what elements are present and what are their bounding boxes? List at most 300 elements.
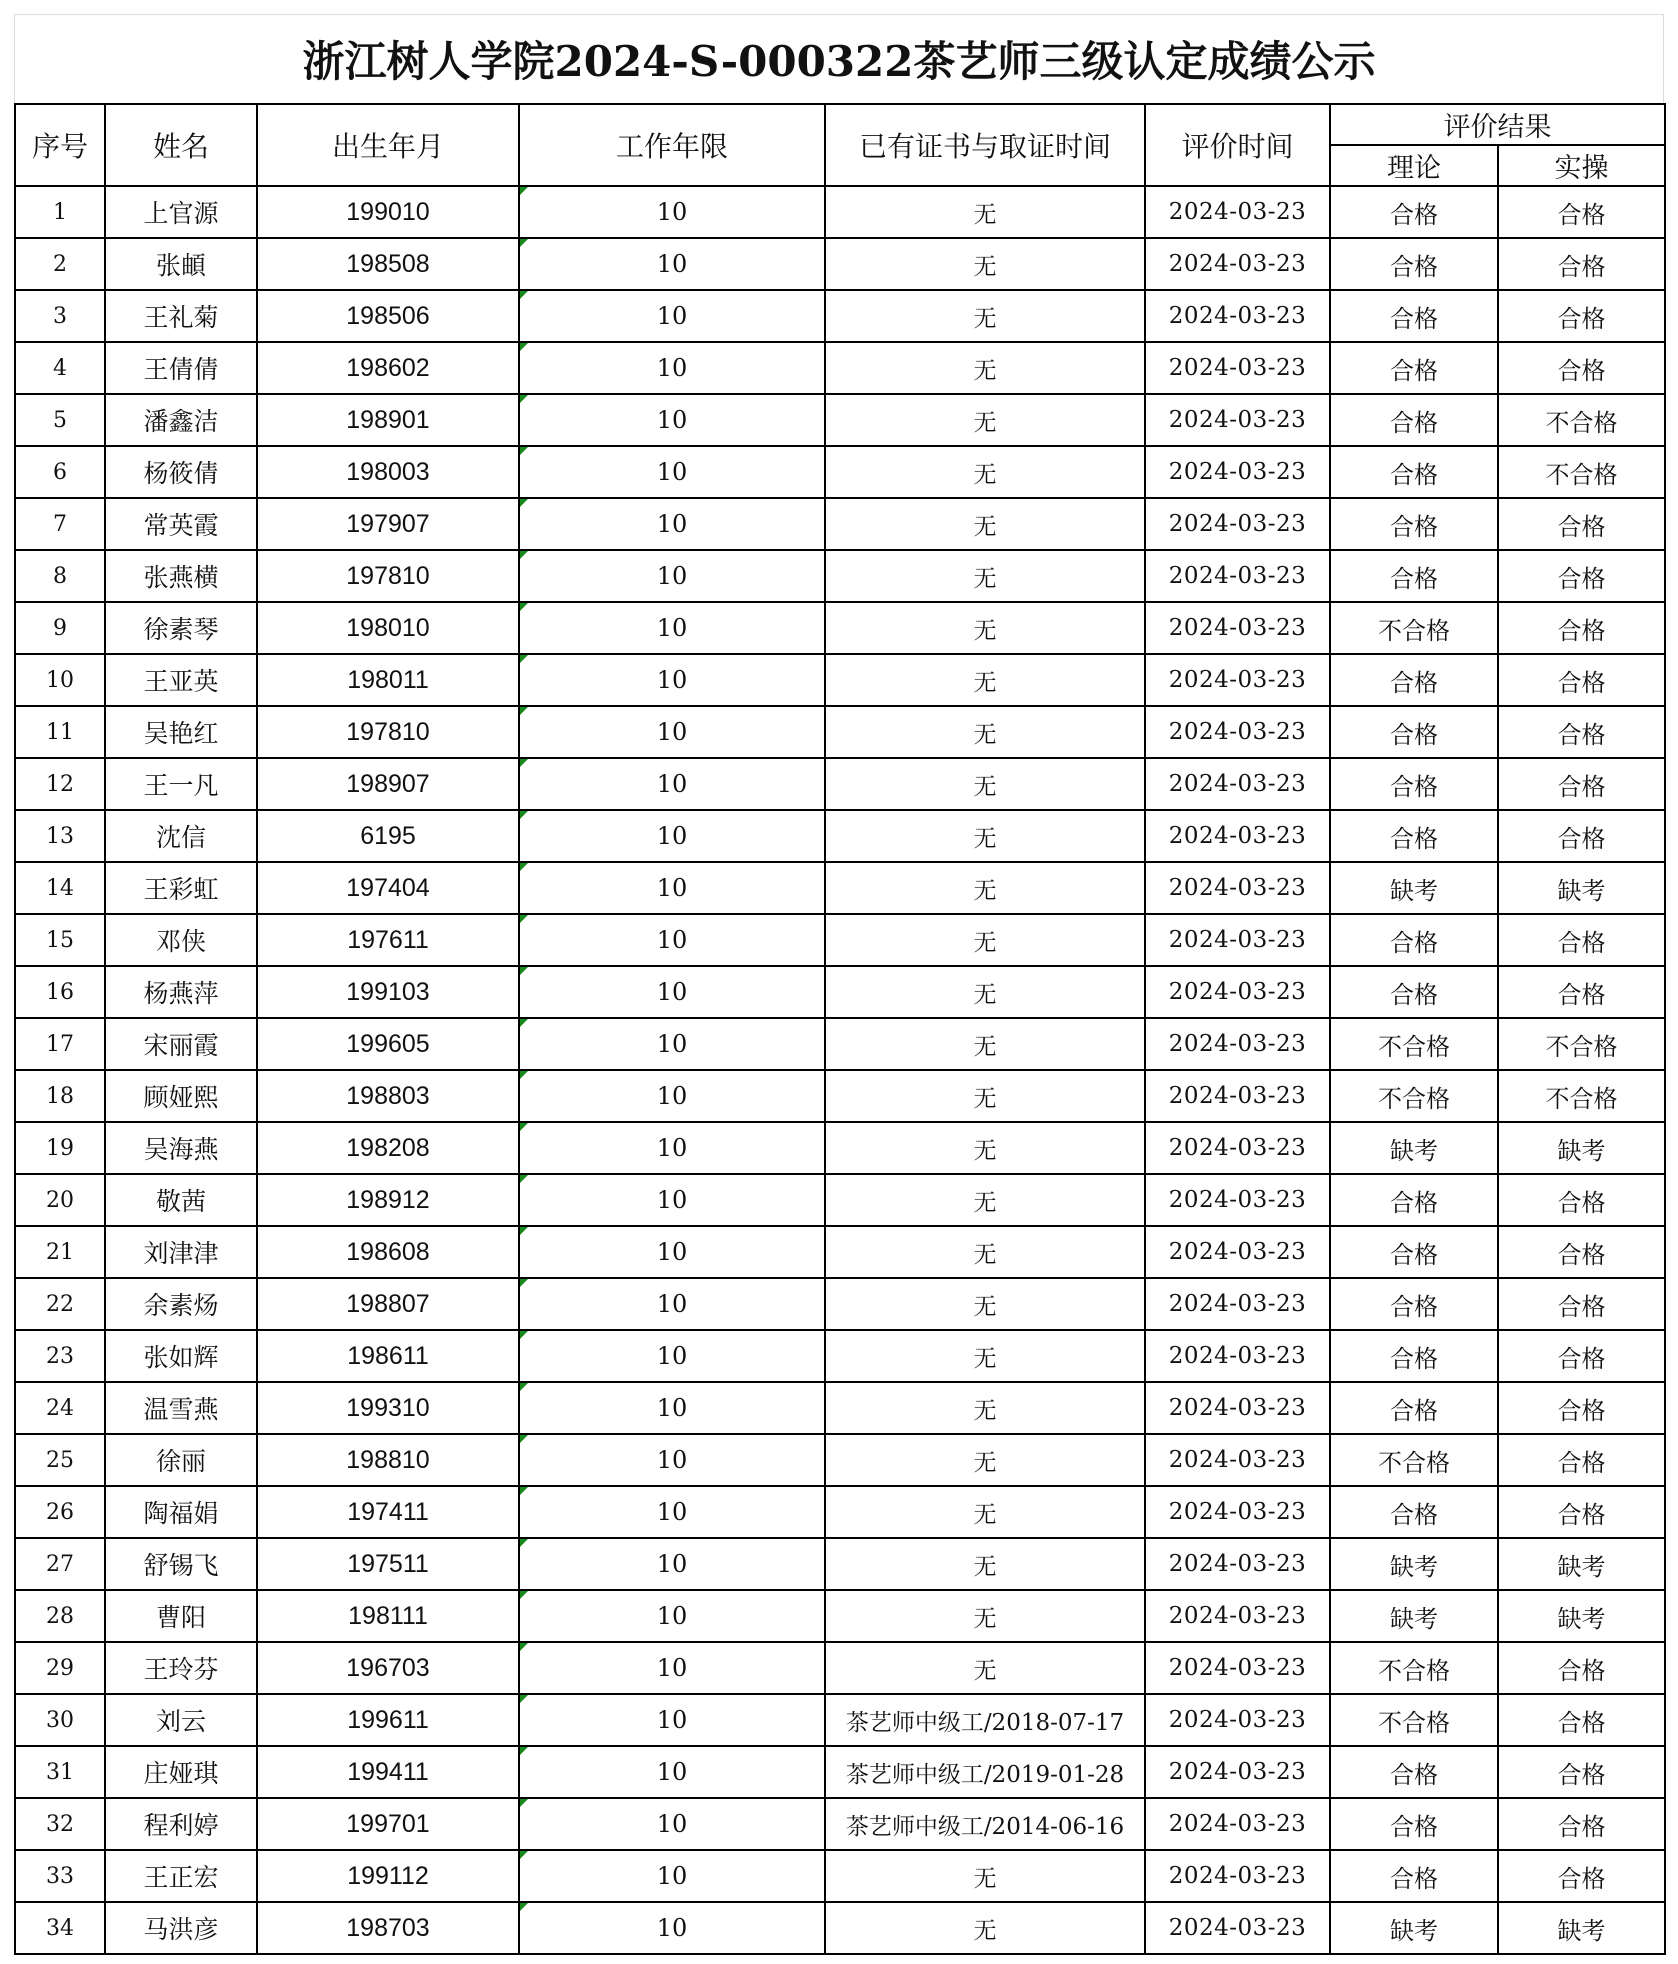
cell-practice: 不合格: [1498, 1070, 1665, 1122]
cell-indicator-icon: [520, 187, 528, 195]
cell-eval-date: 2024-03-23: [1145, 1018, 1330, 1070]
table-row: [15, 342, 1665, 394]
cell-practice: 不合格: [1498, 1018, 1665, 1070]
cell-years: [519, 1382, 825, 1434]
cell-theory: 缺考: [1330, 862, 1498, 914]
cell-practice: 合格: [1498, 1174, 1665, 1226]
cell-indicator-icon: [520, 1123, 528, 1131]
table-row: [15, 1642, 1665, 1694]
cell-years-value: 10: [656, 1238, 688, 1266]
cell-index: 14: [15, 862, 105, 914]
cell-cert: 无: [825, 1382, 1145, 1434]
cell-birth: 199605: [257, 1018, 519, 1070]
cell-eval-date: 2024-03-23: [1145, 1642, 1330, 1694]
cell-birth: 198208: [257, 1122, 519, 1174]
cell-cert: 无: [825, 1486, 1145, 1538]
cell-name: 杨燕萍: [105, 966, 257, 1018]
cell-eval-date: 2024-03-23: [1145, 1070, 1330, 1122]
cell-indicator-icon: [520, 1435, 528, 1443]
cell-theory: 不合格: [1330, 1642, 1498, 1694]
header-birth: 出生年月: [257, 104, 519, 186]
cell-index: 29: [15, 1642, 105, 1694]
cell-years-value: 10: [656, 1706, 688, 1734]
table-row: [15, 238, 1665, 290]
cell-indicator-icon: [520, 343, 528, 351]
cell-years-value: 10: [656, 822, 688, 850]
cell-theory: 合格: [1330, 1382, 1498, 1434]
cell-birth: 199010: [257, 186, 519, 238]
cell-indicator-icon: [520, 239, 528, 247]
cell-years-value: 10: [656, 1810, 688, 1838]
cell-index: 5: [15, 394, 105, 446]
cell-indicator-icon: [520, 1019, 528, 1027]
cell-eval-date: 2024-03-23: [1145, 1226, 1330, 1278]
cell-years: [519, 1746, 825, 1798]
cell-indicator-icon: [520, 967, 528, 975]
cell-indicator-icon: [520, 1487, 528, 1495]
cell-cert: 无: [825, 1122, 1145, 1174]
cell-eval-date: 2024-03-23: [1145, 1330, 1330, 1382]
cell-name: 宋丽霞: [105, 1018, 257, 1070]
cell-indicator-icon: [520, 863, 528, 871]
cell-theory: 缺考: [1330, 1590, 1498, 1642]
cell-eval-date: 2024-03-23: [1145, 1850, 1330, 1902]
cell-years: [519, 758, 825, 810]
cell-years: [519, 862, 825, 914]
cell-cert: 无: [825, 810, 1145, 862]
table-row: [15, 1590, 1665, 1642]
cell-birth: 197411: [257, 1486, 519, 1538]
cell-name: 程利婷: [105, 1798, 257, 1850]
cell-practice: 合格: [1498, 1226, 1665, 1278]
cell-indicator-icon: [520, 395, 528, 403]
header-eval-time: 评价时间: [1145, 104, 1330, 186]
table-row: [15, 602, 1665, 654]
table-body: [15, 186, 1665, 1954]
cell-cert: 无: [825, 1070, 1145, 1122]
cell-cert: 无: [825, 550, 1145, 602]
cell-index: 19: [15, 1122, 105, 1174]
cell-theory: 合格: [1330, 290, 1498, 342]
cell-birth: 198011: [257, 654, 519, 706]
cell-years: [519, 498, 825, 550]
cell-indicator-icon: [520, 1695, 528, 1703]
cell-years-value: 10: [656, 250, 688, 278]
cell-practice: 合格: [1498, 706, 1665, 758]
cell-practice: 合格: [1498, 1278, 1665, 1330]
cell-index: 9: [15, 602, 105, 654]
cell-years-value: 10: [656, 198, 688, 226]
cell-practice: 合格: [1498, 1746, 1665, 1798]
cell-eval-date: 2024-03-23: [1145, 602, 1330, 654]
cell-theory: 合格: [1330, 498, 1498, 550]
cell-index: 25: [15, 1434, 105, 1486]
cell-years-value: 10: [656, 1030, 688, 1058]
cell-years: [519, 1694, 825, 1746]
cell-birth: 198807: [257, 1278, 519, 1330]
cell-birth: 197810: [257, 550, 519, 602]
cell-cert: 无: [825, 602, 1145, 654]
cell-index: 18: [15, 1070, 105, 1122]
cell-years-value: 10: [656, 1602, 688, 1630]
cell-eval-date: 2024-03-23: [1145, 1694, 1330, 1746]
table-row: [15, 1902, 1665, 1954]
cell-index: 1: [15, 186, 105, 238]
cell-name: 潘鑫洁: [105, 394, 257, 446]
cell-eval-date: 2024-03-23: [1145, 1798, 1330, 1850]
cell-birth: 198907: [257, 758, 519, 810]
table-row: [15, 654, 1665, 706]
cell-cert: 无: [825, 186, 1145, 238]
cell-birth: 196703: [257, 1642, 519, 1694]
cell-cert: 无: [825, 290, 1145, 342]
cell-years-value: 10: [656, 718, 688, 746]
cell-practice: 缺考: [1498, 1122, 1665, 1174]
cell-years-value: 10: [656, 926, 688, 954]
cell-name: 徐丽: [105, 1434, 257, 1486]
cell-name: 舒锡飞: [105, 1538, 257, 1590]
cell-cert: 无: [825, 966, 1145, 1018]
cell-indicator-icon: [520, 655, 528, 663]
cell-years-value: 10: [656, 1914, 688, 1942]
table-row: [15, 966, 1665, 1018]
cell-index: 6: [15, 446, 105, 498]
header-theory: 理论: [1330, 145, 1498, 186]
header-index: 序号: [15, 104, 105, 186]
cell-name: 王倩倩: [105, 342, 257, 394]
cell-years-value: 10: [656, 302, 688, 330]
cell-theory: 合格: [1330, 394, 1498, 446]
cell-years-value: 10: [656, 1342, 688, 1370]
cell-years: [519, 1642, 825, 1694]
cell-years: [519, 1798, 825, 1850]
cell-indicator-icon: [520, 1643, 528, 1651]
cell-theory: 合格: [1330, 186, 1498, 238]
cell-years-value: 10: [656, 1290, 688, 1318]
cell-cert: 无: [825, 1434, 1145, 1486]
cell-birth: 198912: [257, 1174, 519, 1226]
cell-index: 22: [15, 1278, 105, 1330]
cell-birth: 197511: [257, 1538, 519, 1590]
cell-cert: 无: [825, 1226, 1145, 1278]
cell-index: 27: [15, 1538, 105, 1590]
cell-eval-date: 2024-03-23: [1145, 1538, 1330, 1590]
cell-birth: 199103: [257, 966, 519, 1018]
table-row: [15, 1434, 1665, 1486]
cell-name: 庄娅琪: [105, 1746, 257, 1798]
cell-birth: 198508: [257, 238, 519, 290]
cell-years-value: 10: [656, 614, 688, 642]
cell-years: [519, 394, 825, 446]
cell-name: 张燕横: [105, 550, 257, 602]
table-row: [15, 914, 1665, 966]
cell-practice: 不合格: [1498, 446, 1665, 498]
cell-name: 马洪彦: [105, 1902, 257, 1954]
cell-years-value: 10: [656, 1758, 688, 1786]
cell-theory: 不合格: [1330, 602, 1498, 654]
cell-indicator-icon: [520, 499, 528, 507]
table-row: [15, 706, 1665, 758]
cell-birth: 198611: [257, 1330, 519, 1382]
cell-years: [519, 1538, 825, 1590]
table-row: [15, 1486, 1665, 1538]
cell-name: 张如辉: [105, 1330, 257, 1382]
table-row: [15, 1278, 1665, 1330]
cell-birth: 198003: [257, 446, 519, 498]
cell-indicator-icon: [520, 551, 528, 559]
cell-eval-date: 2024-03-23: [1145, 394, 1330, 446]
cell-cert: 无: [825, 498, 1145, 550]
cell-theory: 合格: [1330, 966, 1498, 1018]
cell-eval-date: 2024-03-23: [1145, 446, 1330, 498]
cell-name: 陶福娟: [105, 1486, 257, 1538]
table-row: [15, 810, 1665, 862]
cell-indicator-icon: [520, 1851, 528, 1859]
cell-index: 8: [15, 550, 105, 602]
cell-birth: 198111: [257, 1590, 519, 1642]
cell-index: 10: [15, 654, 105, 706]
header-name: 姓名: [105, 104, 257, 186]
cell-name: 刘津津: [105, 1226, 257, 1278]
cell-indicator-icon: [520, 1071, 528, 1079]
cell-eval-date: 2024-03-23: [1145, 1278, 1330, 1330]
table-row: [15, 1174, 1665, 1226]
cell-theory: 合格: [1330, 550, 1498, 602]
table-row: [15, 1122, 1665, 1174]
cell-theory: 合格: [1330, 1278, 1498, 1330]
cell-birth: 199701: [257, 1798, 519, 1850]
table-row: [15, 1070, 1665, 1122]
cell-years: [519, 1486, 825, 1538]
cell-practice: 合格: [1498, 1330, 1665, 1382]
cell-index: 33: [15, 1850, 105, 1902]
cell-birth: 6195: [257, 810, 519, 862]
cell-years-value: 10: [656, 1654, 688, 1682]
cell-name: 王亚英: [105, 654, 257, 706]
cell-birth: 199112: [257, 1850, 519, 1902]
cell-years: [519, 446, 825, 498]
cell-theory: 缺考: [1330, 1538, 1498, 1590]
cell-indicator-icon: [520, 811, 528, 819]
cell-years-value: 10: [656, 874, 688, 902]
table-row: [15, 498, 1665, 550]
cell-years-value: 10: [656, 1862, 688, 1890]
cell-eval-date: 2024-03-23: [1145, 1486, 1330, 1538]
cell-indicator-icon: [520, 759, 528, 767]
cell-eval-date: 2024-03-23: [1145, 862, 1330, 914]
cell-cert: 无: [825, 1174, 1145, 1226]
cell-theory: 合格: [1330, 654, 1498, 706]
cell-practice: 缺考: [1498, 862, 1665, 914]
cell-practice: 合格: [1498, 654, 1665, 706]
cell-eval-date: 2024-03-23: [1145, 966, 1330, 1018]
cell-years: [519, 1590, 825, 1642]
cell-years: [519, 1174, 825, 1226]
cell-years-value: 10: [656, 978, 688, 1006]
cell-years-value: 10: [656, 770, 688, 798]
cell-years-value: 10: [656, 1134, 688, 1162]
cell-birth: 198506: [257, 290, 519, 342]
table-row: [15, 1746, 1665, 1798]
cell-cert: 无: [825, 1642, 1145, 1694]
cell-theory: 合格: [1330, 446, 1498, 498]
cell-years-value: 10: [656, 1082, 688, 1110]
cell-theory: 缺考: [1330, 1902, 1498, 1954]
cell-practice: 合格: [1498, 602, 1665, 654]
cell-practice: 合格: [1498, 966, 1665, 1018]
header-years: 工作年限: [519, 104, 825, 186]
cell-index: 16: [15, 966, 105, 1018]
table-row: [15, 1382, 1665, 1434]
cell-name: 吴海燕: [105, 1122, 257, 1174]
cell-years-value: 10: [656, 406, 688, 434]
cell-indicator-icon: [520, 1279, 528, 1287]
cell-name: 曹阳: [105, 1590, 257, 1642]
cell-years: [519, 1902, 825, 1954]
cell-practice: 合格: [1498, 914, 1665, 966]
header-result-group: 评价结果: [1330, 104, 1665, 145]
cell-cert: 茶艺师中级工/2019-01-28: [825, 1746, 1145, 1798]
cell-eval-date: 2024-03-23: [1145, 550, 1330, 602]
cell-index: 24: [15, 1382, 105, 1434]
cell-years-value: 10: [656, 354, 688, 382]
cell-years: [519, 1122, 825, 1174]
cell-eval-date: 2024-03-23: [1145, 1382, 1330, 1434]
cell-practice: 合格: [1498, 186, 1665, 238]
cell-years: [519, 602, 825, 654]
cell-birth: 198608: [257, 1226, 519, 1278]
cell-cert: 无: [825, 706, 1145, 758]
table-row: [15, 290, 1665, 342]
cell-name: 王礼菊: [105, 290, 257, 342]
cell-years-value: 10: [656, 1498, 688, 1526]
cell-cert: 无: [825, 342, 1145, 394]
cell-practice: 合格: [1498, 1850, 1665, 1902]
cell-birth: 198803: [257, 1070, 519, 1122]
cell-years-value: 10: [656, 562, 688, 590]
cell-index: 28: [15, 1590, 105, 1642]
cell-practice: 合格: [1498, 1798, 1665, 1850]
cell-theory: 合格: [1330, 1746, 1498, 1798]
cell-years: [519, 1278, 825, 1330]
cell-practice: 合格: [1498, 1642, 1665, 1694]
cell-eval-date: 2024-03-23: [1145, 810, 1330, 862]
cell-cert: 无: [825, 1590, 1145, 1642]
cell-indicator-icon: [520, 1903, 528, 1911]
cell-years: [519, 1330, 825, 1382]
cell-theory: 不合格: [1330, 1018, 1498, 1070]
cell-indicator-icon: [520, 1227, 528, 1235]
cell-cert: 无: [825, 1850, 1145, 1902]
table-row: [15, 1018, 1665, 1070]
cell-practice: 合格: [1498, 498, 1665, 550]
cell-cert: 无: [825, 1330, 1145, 1382]
cell-eval-date: 2024-03-23: [1145, 238, 1330, 290]
cell-index: 2: [15, 238, 105, 290]
table-row: [15, 1330, 1665, 1382]
cell-eval-date: 2024-03-23: [1145, 654, 1330, 706]
cell-years: [519, 550, 825, 602]
cell-practice: 合格: [1498, 758, 1665, 810]
cell-index: 34: [15, 1902, 105, 1954]
table-row: [15, 446, 1665, 498]
cell-cert: 无: [825, 654, 1145, 706]
cell-eval-date: 2024-03-23: [1145, 1434, 1330, 1486]
cell-indicator-icon: [520, 603, 528, 611]
cell-cert: 无: [825, 758, 1145, 810]
cell-theory: 缺考: [1330, 1122, 1498, 1174]
cell-practice: 缺考: [1498, 1902, 1665, 1954]
cell-birth: 197404: [257, 862, 519, 914]
cell-birth: 198010: [257, 602, 519, 654]
cell-cert: 无: [825, 394, 1145, 446]
table-row: [15, 186, 1665, 238]
cell-theory: 合格: [1330, 238, 1498, 290]
cell-indicator-icon: [520, 1539, 528, 1547]
cell-name: 余素炀: [105, 1278, 257, 1330]
cell-index: 12: [15, 758, 105, 810]
table-row: [15, 1798, 1665, 1850]
cell-years: [519, 290, 825, 342]
cell-eval-date: 2024-03-23: [1145, 290, 1330, 342]
cell-cert: 茶艺师中级工/2018-07-17: [825, 1694, 1145, 1746]
cell-indicator-icon: [520, 915, 528, 923]
table-row: [15, 550, 1665, 602]
cell-name: 上官源: [105, 186, 257, 238]
cell-cert: 茶艺师中级工/2014-06-16: [825, 1798, 1145, 1850]
cell-years: [519, 810, 825, 862]
cell-birth: 198810: [257, 1434, 519, 1486]
cell-practice: 合格: [1498, 290, 1665, 342]
cell-theory: 合格: [1330, 1330, 1498, 1382]
cell-practice: 合格: [1498, 342, 1665, 394]
cell-years: [519, 706, 825, 758]
cell-birth: 198901: [257, 394, 519, 446]
cell-index: 15: [15, 914, 105, 966]
cell-index: 20: [15, 1174, 105, 1226]
cell-birth: 197611: [257, 914, 519, 966]
cell-theory: 合格: [1330, 1850, 1498, 1902]
cell-cert: 无: [825, 238, 1145, 290]
cell-indicator-icon: [520, 447, 528, 455]
cell-name: 顾娅熙: [105, 1070, 257, 1122]
cell-index: 7: [15, 498, 105, 550]
cell-years: [519, 238, 825, 290]
cell-years: [519, 1434, 825, 1486]
cell-years-value: 10: [656, 1446, 688, 1474]
cell-indicator-icon: [520, 291, 528, 299]
cell-index: 4: [15, 342, 105, 394]
table-row: [15, 1226, 1665, 1278]
cell-birth: 199310: [257, 1382, 519, 1434]
cell-cert: 无: [825, 1902, 1145, 1954]
cell-name: 王正宏: [105, 1850, 257, 1902]
cell-theory: 不合格: [1330, 1070, 1498, 1122]
cell-cert: 无: [825, 1538, 1145, 1590]
cell-index: 26: [15, 1486, 105, 1538]
cell-birth: 199411: [257, 1746, 519, 1798]
cell-birth: 198703: [257, 1902, 519, 1954]
cell-theory: 不合格: [1330, 1434, 1498, 1486]
cell-name: 邓侠: [105, 914, 257, 966]
cell-index: 21: [15, 1226, 105, 1278]
cell-practice: 合格: [1498, 1694, 1665, 1746]
cell-index: 32: [15, 1798, 105, 1850]
cell-indicator-icon: [520, 1175, 528, 1183]
cell-years: [519, 914, 825, 966]
cell-name: 吴艳红: [105, 706, 257, 758]
cell-cert: 无: [825, 862, 1145, 914]
